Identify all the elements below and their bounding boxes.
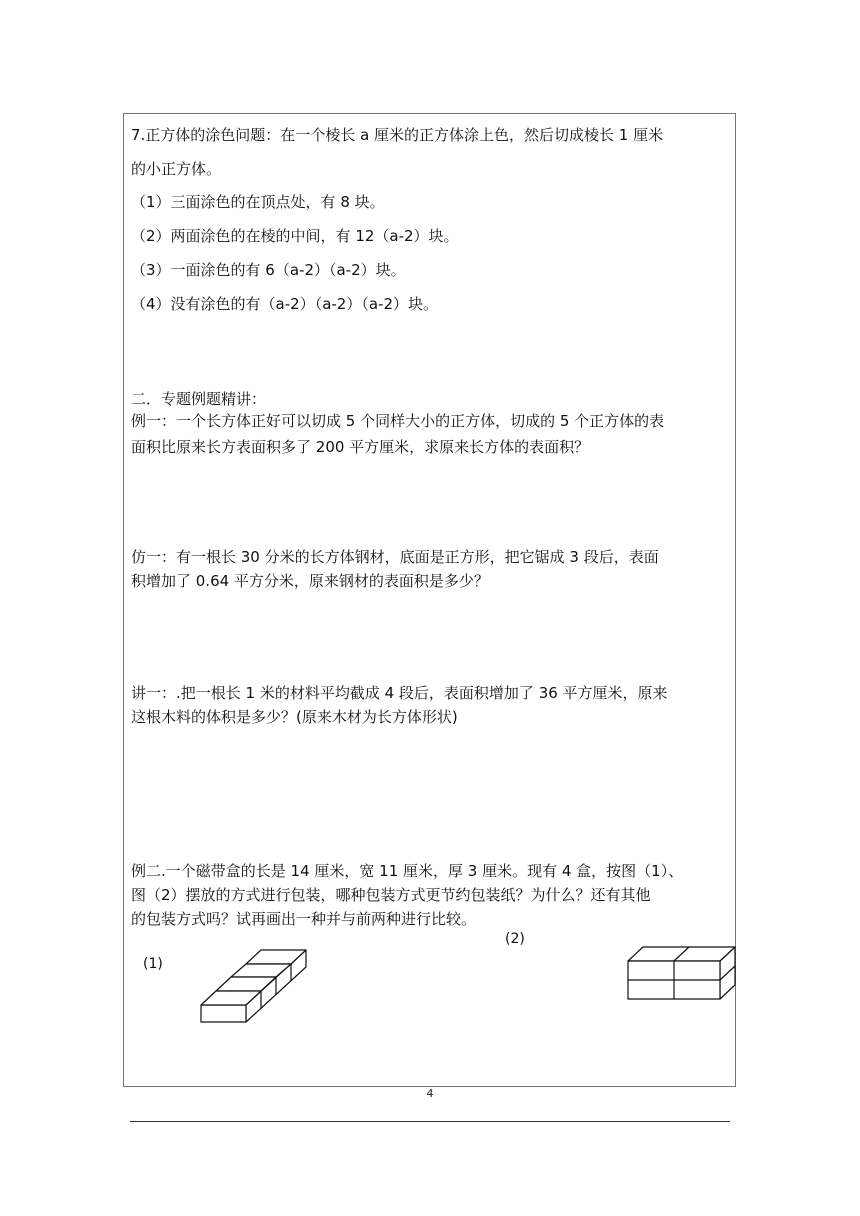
section7-line2: 的小正方体。 <box>131 160 222 178</box>
imitate1-line1: 仿一：有一根长 30 分米的长方体钢材，底面是正方形，把它锯成 3 段后，表面 <box>131 548 659 566</box>
figure2-label: (2) <box>505 931 525 947</box>
lecture1-line2: 这根木料的体积是多少？(原来木材为长方体形状) <box>131 708 458 726</box>
figure1-boxes-in-row <box>195 940 315 1030</box>
section7-line1: 7.正方体的涂色问题：在一个棱长 a 厘米的正方体涂上色，然后切成棱长 1 厘米 <box>131 126 664 144</box>
footer-divider <box>130 1121 730 1122</box>
example2-line2: 图（2）摆放的方式进行包装，哪种包装方式更节约包装纸？为什么？还有其他 <box>131 886 651 904</box>
example1-line1: 例一：一个长方体正好可以切成 5 个同样大小的正方体，切成的 5 个正方体的表 <box>131 412 665 430</box>
lecture1-line1: 讲一：.把一根长 1 米的材料平均截成 4 段后，表面积增加了 36 平方厘米，原来 <box>131 684 668 702</box>
page-number: 4 <box>426 1087 434 1100</box>
section7-item-1: （1）三面涂色的在顶点处，有 8 块。 <box>131 193 385 211</box>
figure1-label: (1) <box>143 956 163 972</box>
section7-item-3: （3）一面涂色的有 6（a-2）（a-2）块。 <box>131 261 406 279</box>
section7-item-2: （2）两面涂色的在棱的中间，有 12（a-2）块。 <box>131 227 459 245</box>
imitate1-line2: 积增加了 0.64 平方分米，原来钢材的表面积是多少？ <box>131 572 489 590</box>
example2-line1: 例二.一个磁带盒的长是 14 厘米，宽 11 厘米，厚 3 厘米。现有 4 盒，按图（1）、 <box>131 862 684 880</box>
example2-line3: 的包装方式吗？试再画出一种并与前两种进行比较。 <box>131 910 477 928</box>
section7-item-4: （4）没有涂色的有（a-2）（a-2）（a-2）块。 <box>131 295 438 313</box>
section2-heading: 二．专题例题精讲： <box>131 390 267 408</box>
figure2-boxes-stacked <box>620 940 740 1006</box>
example1-line2: 面积比原来长方表面积多了 200 平方厘米，求原来长方体的表面积？ <box>131 438 590 456</box>
